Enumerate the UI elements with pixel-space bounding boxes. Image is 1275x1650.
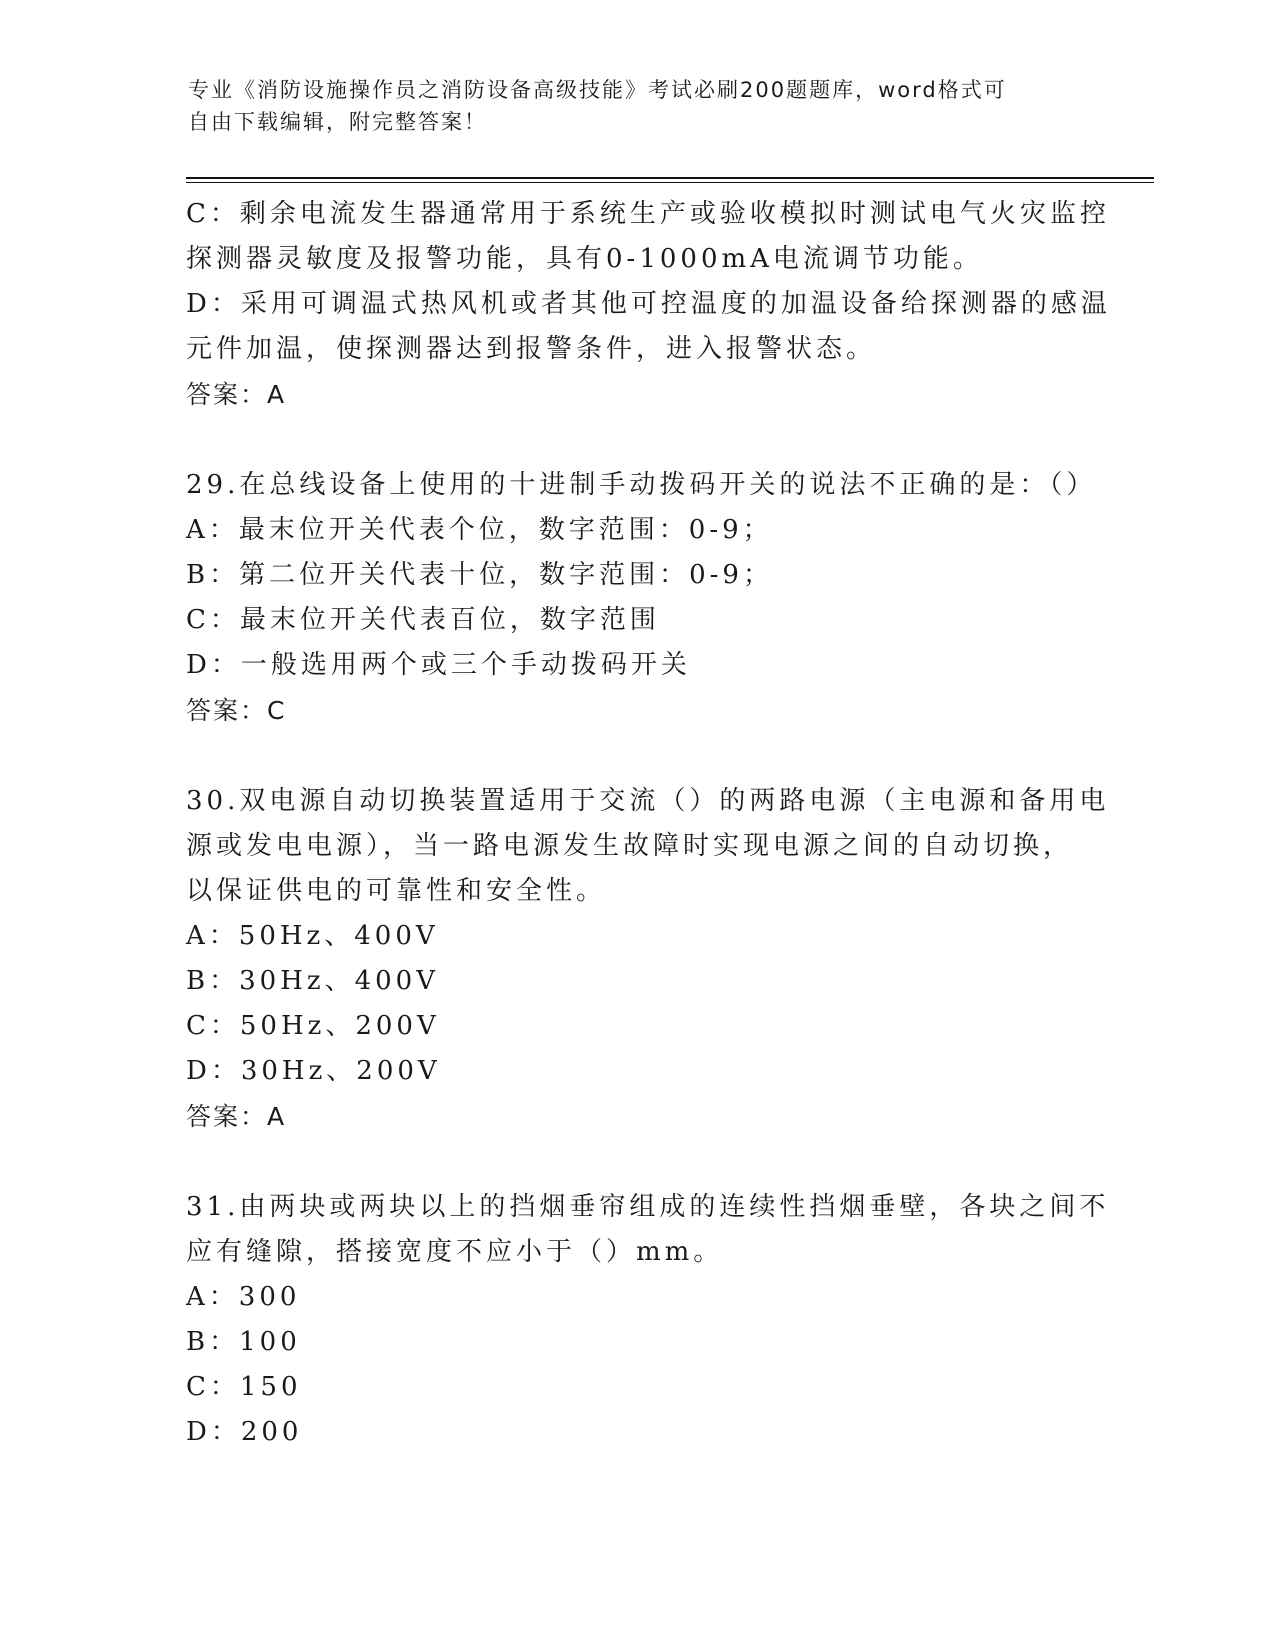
document-header <box>188 74 1068 138</box>
option-b: B：100 <box>186 1327 301 1357</box>
question-30 <box>186 779 1110 1139</box>
question-list <box>186 192 1111 1455</box>
header-divider-thin <box>186 182 1154 183</box>
question-stem-line-2: 源或发电电源），当一路电源发生故障时实现电源之间的自动切换， <box>186 831 1074 861</box>
question-stem-line-2: 应有缝隙，搭接宽度不应小于（）mm。 <box>186 1237 724 1267</box>
spacer <box>186 1139 1086 1185</box>
option-b: B：第二位开关代表十位，数字范围：0-9； <box>186 560 773 590</box>
spacer <box>186 733 1086 779</box>
option-d-line-2: 元件加温，使探测器达到报警条件，进入报警状态。 <box>186 334 877 364</box>
option-d: D：200 <box>186 1417 303 1447</box>
answer-label: 答案：A <box>186 1102 287 1131</box>
header-divider-thick <box>186 177 1154 179</box>
question-31 <box>186 1185 1110 1455</box>
option-a: A：300 <box>186 1282 301 1312</box>
option-a: A：最末位开关代表个位，数字范围：0-9； <box>186 515 773 545</box>
option-c: C：150 <box>186 1372 302 1402</box>
option-c: C：最末位开关代表百位，数字范围 <box>186 605 660 635</box>
question-29 <box>186 463 1097 733</box>
option-c: C：50Hz、200V <box>186 1011 440 1041</box>
option-d: D：30Hz、200V <box>186 1056 441 1086</box>
header-line-1: 专业《消防设施操作员之消防设备高级技能》考试必刷200题题库，word格式可 <box>188 78 1007 102</box>
option-d: D：一般选用两个或三个手动拨码开关 <box>186 650 691 680</box>
option-c-line-2: 探测器灵敏度及报警功能，具有0-1000mA电流调节功能。 <box>186 244 983 274</box>
question-28-continued <box>186 192 1111 417</box>
spacer <box>186 417 1086 463</box>
option-b: B：30Hz、400V <box>186 966 439 996</box>
answer-label: 答案：C <box>186 696 287 725</box>
option-a: A：50Hz、400V <box>186 921 439 951</box>
question-stem-line-1: 30.双电源自动切换装置适用于交流（）的两路电源（主电源和备用电 <box>186 786 1110 816</box>
question-stem-line-3: 以保证供电的可靠性和安全性。 <box>186 876 607 906</box>
header-line-2: 自由下载编辑，附完整答案！ <box>188 110 487 134</box>
option-d-line-1: D：采用可调温式热风机或者其他可控温度的加温设备给探测器的感温 <box>186 289 1111 319</box>
question-stem: 29.在总线设备上使用的十进制手动拨码开关的说法不正确的是：（） <box>186 470 1097 500</box>
option-c-line-1: C：剩余电流发生器通常用于系统生产或验收模拟时测试电气火灾监控 <box>186 199 1110 229</box>
answer-label: 答案：A <box>186 380 287 409</box>
question-stem-line-1: 31.由两块或两块以上的挡烟垂帘组成的连续性挡烟垂壁，各块之间不 <box>186 1192 1110 1222</box>
